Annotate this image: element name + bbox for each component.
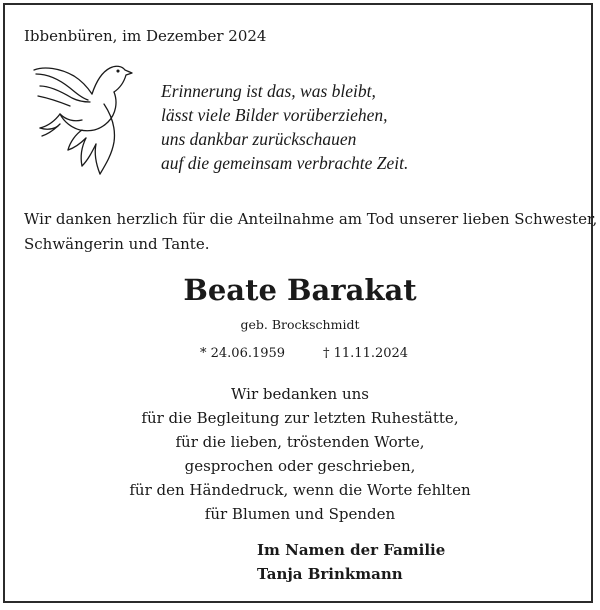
thanks-paragraph	[24, 207, 597, 257]
gratitude-line: gesprochen oder geschrieben,	[184, 457, 416, 475]
signature-name: Tanja Brinkmann	[257, 565, 403, 583]
gratitude-line: für die lieben, tröstenden Worte,	[175, 433, 425, 451]
gratitude-line: Wir bedanken uns	[231, 385, 369, 403]
gratitude-line: für die Begleitung zur letzten Ruhestätte,	[141, 409, 459, 427]
thanks-line: Schwängerin und Tante.	[24, 235, 210, 253]
family-signature	[257, 538, 445, 586]
dove-icon	[30, 60, 138, 182]
poem-line: lässt viele Bilder vorüberziehen,	[161, 105, 388, 125]
birth-name: geb. Brockschmidt	[240, 317, 360, 332]
poem-line: Erinnerung ist das, was bleibt,	[161, 81, 376, 101]
signature-line: Im Namen der Familie	[257, 541, 446, 559]
birth-date: * 24.06.1959	[200, 346, 286, 361]
death-date: † 11.11.2024	[323, 346, 409, 361]
thanks-line: Wir danken herzlich für die Anteilnahme am Tod unserer lieben Schwester,	[24, 210, 598, 228]
memorial-poem	[161, 79, 408, 175]
poem-line: auf die gemeinsam verbrachte Zeit.	[161, 153, 409, 173]
poem-line: uns dankbar zurückschauen	[161, 129, 357, 149]
gratitude-paragraph	[0, 382, 600, 526]
deceased-name: Beate Barakat	[183, 273, 417, 307]
gratitude-line: für Blumen und Spenden	[204, 505, 396, 523]
gratitude-line: für den Händedruck, wenn die Worte fehlten	[129, 481, 471, 499]
place-date: Ibbenbüren, im Dezember 2024	[24, 27, 267, 45]
